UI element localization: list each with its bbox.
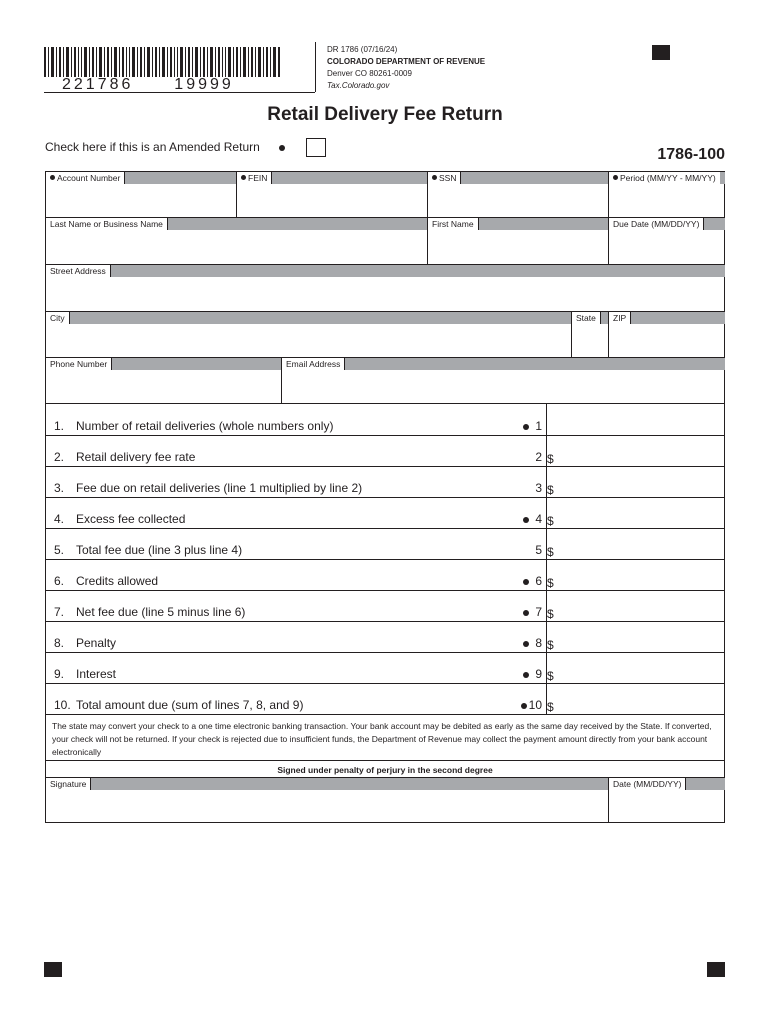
required-dot-icon: [613, 175, 618, 180]
barcode-digits-right: 19999: [174, 76, 234, 93]
electronic-check-notice: The state may convert your check to a one time electronic banking transaction. Your bank account may be debited as early as the same day received by the State. If converted, your check will not be returned. If your check is rejected due to insufficient funds, the Department of Revenue may collect the payment amount directly from your bank account electronically: [52, 721, 712, 757]
state-label: State: [571, 312, 601, 324]
sign-date-input[interactable]: [609, 791, 725, 823]
label-bar: [46, 265, 725, 277]
header-divider-vertical: [315, 42, 316, 92]
dollar-sign: $: [547, 452, 554, 466]
line-number: 9.: [54, 667, 65, 681]
line-ref: 5: [535, 543, 542, 557]
ssn-input[interactable]: [428, 185, 608, 217]
account-number-input[interactable]: [46, 185, 236, 217]
line-2-input[interactable]: [546, 441, 725, 472]
line-item: [46, 658, 724, 689]
line-ref: 10: [521, 698, 542, 712]
line-description: Fee due on retail deliveries (line 1 multiplied by line 2): [76, 481, 363, 495]
registration-mark: [652, 45, 670, 60]
agency-block: [327, 44, 485, 92]
line-1-input[interactable]: [546, 410, 725, 441]
street-address-label: Street Address: [46, 265, 111, 277]
line-3-input[interactable]: [546, 472, 725, 503]
required-dot-icon: [523, 672, 529, 678]
line-item: [46, 534, 724, 565]
phone-input[interactable]: [46, 371, 281, 403]
line-description: Net fee due (line 5 minus line 6): [76, 605, 246, 619]
ssn-label: SSN: [427, 172, 461, 184]
line-item: [46, 472, 724, 503]
street-address-input[interactable]: [46, 278, 725, 311]
line-ref: 3: [535, 481, 542, 495]
barcode-digits-left: 221786: [62, 76, 134, 93]
period-input[interactable]: [609, 185, 725, 217]
line-4-input[interactable]: [546, 503, 725, 534]
line-description: Interest: [76, 667, 117, 681]
line-5-input[interactable]: [546, 534, 725, 565]
line-item: [46, 503, 724, 534]
form-number: 1786-100: [657, 146, 725, 163]
line-number: 6.: [54, 574, 65, 588]
line-number: 3.: [54, 481, 65, 495]
line-number: 7.: [54, 605, 65, 619]
line-item: [46, 441, 724, 472]
city-input[interactable]: [46, 325, 571, 357]
line-ref: 1: [523, 419, 542, 433]
registration-mark: [707, 962, 725, 977]
agency-name: COLORADO DEPARTMENT OF REVENUE: [327, 57, 486, 66]
first-name-input[interactable]: [428, 231, 608, 264]
line-description: Excess fee collected: [76, 512, 186, 526]
line-description: Number of retail deliveries (whole numbers only): [76, 419, 334, 433]
account-number-label: Account Number: [46, 172, 125, 184]
perjury-statement: Signed under penalty of perjury in the second degree: [277, 765, 493, 775]
agency-address: Denver CO 80261-0009: [327, 69, 412, 78]
required-dot-icon: [50, 175, 55, 180]
line-9-input[interactable]: [546, 658, 725, 689]
line-item: [46, 627, 724, 658]
required-dot-icon: [523, 641, 529, 647]
required-dot-icon: [523, 579, 529, 585]
fein-input[interactable]: [237, 185, 427, 217]
page-title: Retail Delivery Fee Return: [267, 104, 503, 125]
line-description: Total amount due (sum of lines 7, 8, and 9): [76, 698, 304, 712]
signature-label: Signature: [46, 778, 91, 790]
amended-return-label: [45, 140, 285, 154]
amended-return-checkbox[interactable]: [306, 138, 326, 157]
city-label: City: [46, 312, 70, 324]
line-item: [46, 410, 724, 441]
dollar-sign: $: [547, 700, 554, 714]
line-description: Total fee due (line 3 plus line 4): [76, 543, 243, 557]
required-dot-icon: [523, 610, 529, 616]
required-dot-icon: [432, 175, 437, 180]
amended-return-text: Check here if this is an Amended Return: [45, 140, 260, 154]
dollar-sign: $: [547, 483, 554, 497]
dollar-sign: $: [547, 638, 554, 652]
line-number: 4.: [54, 512, 65, 526]
dollar-sign: $: [547, 514, 554, 528]
line-ref: 6: [523, 574, 542, 588]
fein-label: FEIN: [236, 172, 272, 184]
first-name-label: First Name: [427, 218, 479, 230]
required-dot-icon: [279, 145, 285, 151]
form-code: DR 1786 (07/16/24): [327, 45, 398, 54]
line-number: 8.: [54, 636, 65, 650]
due-date-input[interactable]: [609, 231, 725, 264]
line-description: Credits allowed: [76, 574, 159, 588]
line-number: 5.: [54, 543, 65, 557]
dollar-sign: $: [547, 669, 554, 683]
required-dot-icon: [523, 424, 529, 430]
dollar-sign: $: [547, 576, 554, 590]
line-ref: 2: [535, 450, 542, 464]
required-dot-icon: [523, 517, 529, 523]
last-name-label: Last Name or Business Name: [46, 218, 168, 230]
line-number: 1.: [54, 419, 65, 433]
line-ref: 7: [523, 605, 542, 619]
line-7-input[interactable]: [546, 596, 725, 627]
line-ref: 9: [523, 667, 542, 681]
email-input[interactable]: [282, 371, 725, 403]
sign-date-label: Date (MM/DD/YY): [608, 778, 686, 790]
return-form: [45, 171, 725, 823]
phone-label: Phone Number: [46, 358, 112, 370]
line-description: Penalty: [76, 636, 117, 650]
line-number: 2.: [54, 450, 65, 464]
barcode: [44, 47, 280, 77]
line-6-input[interactable]: [546, 565, 725, 596]
line-10-input[interactable]: [546, 689, 725, 720]
line-ref: 8: [523, 636, 542, 650]
label-bar: [46, 358, 725, 370]
zip-input[interactable]: [609, 325, 725, 357]
zip-label: ZIP: [608, 312, 631, 324]
registration-mark: [44, 962, 62, 977]
line-description: Retail delivery fee rate: [76, 450, 196, 464]
line-item: [46, 596, 724, 627]
last-name-input[interactable]: [46, 231, 427, 264]
line-item: [46, 689, 724, 720]
required-dot-icon: [241, 175, 246, 180]
line-item: [46, 565, 724, 596]
state-input[interactable]: [572, 325, 608, 357]
line-number: 10.: [54, 698, 71, 712]
signature-input[interactable]: [46, 791, 608, 823]
dollar-sign: $: [547, 545, 554, 559]
required-dot-icon: [521, 703, 527, 709]
line-8-input[interactable]: [546, 627, 725, 658]
due-date-label: Due Date (MM/DD/YY): [608, 218, 704, 230]
period-label: Period (MM/YY - MM/YY): [608, 172, 720, 184]
agency-website: Tax.Colorado.gov: [327, 81, 390, 90]
email-label: Email Address: [281, 358, 345, 370]
dollar-sign: $: [547, 607, 554, 621]
header-divider: [44, 92, 315, 93]
line-ref: 4: [523, 512, 542, 526]
